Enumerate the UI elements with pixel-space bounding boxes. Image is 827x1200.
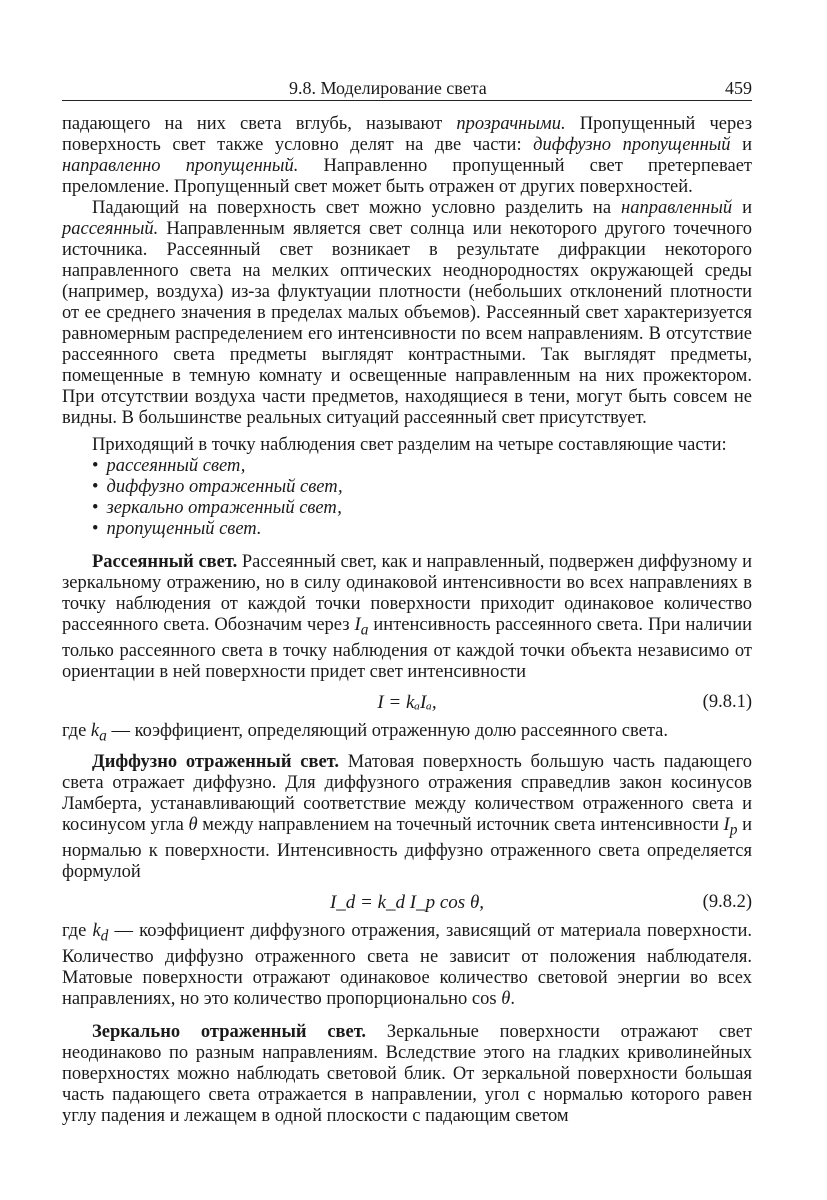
section-heading: Зеркально отраженный свет. bbox=[92, 1021, 367, 1042]
section-diffuse-light: Диффузно отраженный свет. Матовая поверхность большую часть падающего света отражает диффузно. Для диффузного отражения справедлив закон косинусов Ламберта, устанавливающий соответствие между количеством отраженного света и косинусом угла θ между направлением на точечный источник света интенсивности $I_p$ и нормалью к поверхности. Интенсивность диффузно отраженного света определяется формулой bbox=[62, 752, 753, 883]
section-ambient-light: Рассеянный свет. Рассеянный свет, как и направленный, подвержен диффузному и зеркальному отражению, но в силу одинаковой интенсивности во всех направлениях в точку наблюдения от каждой точки поверхности приходит одинаковое количество рассеянного света. Обозначим через $I_a$ интенсивность рассеянного света. При наличии только рассеянного света в точку наблюдения от каждой точки объекта независимо от ориентации в ней поверхности придет свет интенсивности bbox=[62, 552, 753, 682]
paragraph-transparent: падающего на них света вглубь, называют прозрачными. Пропущенный через поверхность свет также условно делят на две части: диффузно пропущенный и направленно пропущенный. Направленно пропущенный свет претерпевает преломление. Пропущенный свет может быть отражен от других поверхностей. bbox=[62, 114, 753, 197]
component-list bbox=[62, 456, 752, 540]
page-body bbox=[62, 114, 752, 1127]
list-item: • зеркально отраженный свет, bbox=[92, 498, 342, 518]
paragraph-incident-light: Падающий на поверхность свет можно условно разделить на направленный и рассеянный. Направленным является свет солнца или некоторого другого точечного источника. Рассеянный свет возникает в результате дифракции некоторого направленного света на мелких оптических неоднородностях окружающей среды (например, воздуха) из-за флуктуации плотности (небольших отклонений плотности от ее среднего значения в пределах малых объемов). Рассеянный свет характеризуется равномерным распределением его интенсивности по всем направлениям. В отсутствие рассеянного света предметы выглядят контрастными. Так выглядят предметы, помещенные в темную комнату и освещенные направленным на них прожектором. При отсутствии воздуха части предметов, находящиеся в тени, могут быть совсем не видны. В большинстве реальных ситуаций рассеянный свет присутствует. bbox=[62, 198, 752, 428]
running-header bbox=[62, 78, 752, 101]
equation-formula: I = kₐIₐ, bbox=[377, 691, 437, 713]
equation-number: (9.8.2) bbox=[702, 892, 752, 913]
list-item: • пропущенный свет. bbox=[92, 519, 262, 539]
page-number: 459 bbox=[725, 78, 752, 98]
section-title: 9.8. Моделирование света bbox=[289, 78, 487, 98]
equation-9-8-2 bbox=[62, 883, 752, 921]
equation-9-8-1 bbox=[62, 683, 752, 721]
list-item: • диффузно отраженный свет, bbox=[92, 477, 343, 497]
list-item: • рассеянный свет, bbox=[92, 456, 246, 476]
section-heading: Рассеянный свет. bbox=[92, 552, 238, 572]
paragraph-kd-definition: где $k_d$ — коэффициент диффузного отражения, зависящий от материала поверхности. Количество диффузно отраженного света не зависит от положения наблюдателя. Матовые поверхности отражают одинаковое количество световой энергии во всех направлениях, но это количество пропорционально cos θ. bbox=[62, 921, 752, 1009]
equation-formula: I_d = k_d I_p cos θ, bbox=[329, 892, 485, 914]
paragraph-components: Приходящий в точку наблюдения свет разделим на четыре составляющие части: bbox=[92, 435, 727, 455]
equation-number: (9.8.1) bbox=[702, 691, 752, 712]
section-heading: Диффузно отраженный свет. bbox=[92, 752, 339, 773]
section-specular-light: Зеркально отраженный свет. Зеркальные поверхности отражают свет неодинаково по разным направлениям. Вследствие этого на гладких криволинейных поверхностях можно наблюдать световой блик. От зеркальной поверхности большая часть падающего света отражается в направлении, угол с нормалью которого равен углу падения и лежащем в одной плоскости с падающим светом bbox=[62, 1021, 752, 1126]
paragraph-ka-definition: где $k_a$ — коэффициент, определяющий отраженную долю рассеянного света. bbox=[62, 720, 668, 745]
